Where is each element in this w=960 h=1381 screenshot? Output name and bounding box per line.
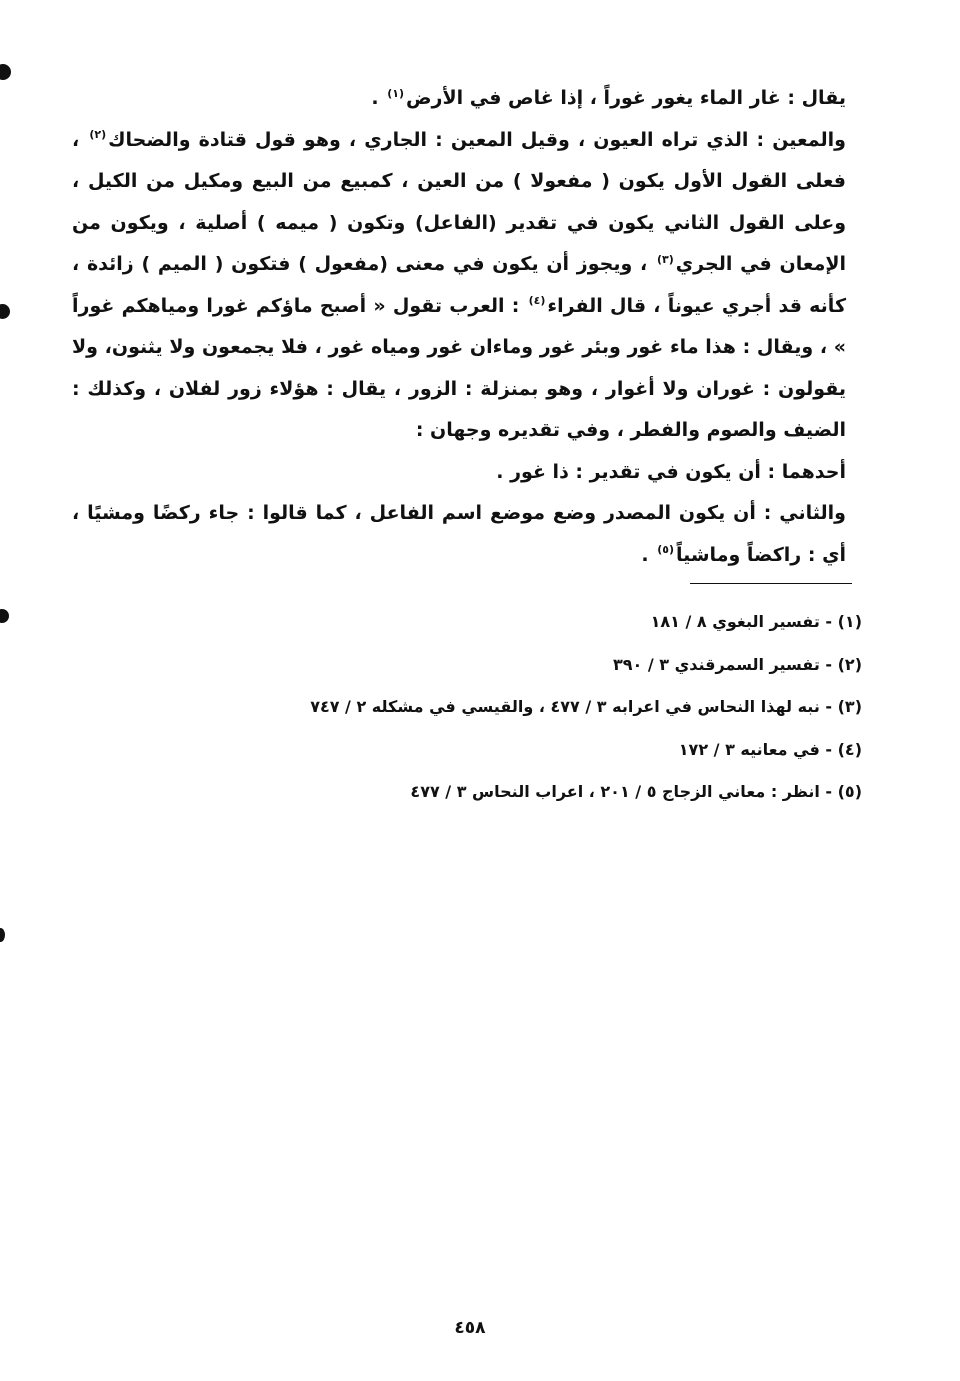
paragraph-1-text: يقال : غار الماء يغور غوراً ، إذا غاص في الأرض <box>406 87 846 109</box>
paragraph-2-text-c: ، ويجوز أن يكون في معنى (مفعول ) فتكون ( الميم ) زائدة ، كأنه قد أجري عيوناً ، قال الفراء <box>72 253 846 317</box>
paragraph-1-end: . <box>371 87 386 109</box>
paragraph-4 <box>72 493 864 576</box>
footnotes <box>310 601 862 814</box>
footnote-2: (٢) - تفسير السمرقندي ٣ / ٣٩٠ <box>612 654 862 674</box>
binding-hole-mark-2 <box>0 304 10 319</box>
paragraph-4-end: . <box>641 543 656 566</box>
footnote-ref-2: (٢) <box>89 128 107 142</box>
binding-hole-mark-1 <box>0 64 11 80</box>
footnote-4: (٤) - في معانيه ٣ / ١٧٢ <box>678 739 862 759</box>
footnote-ref-5: (٥) <box>657 543 674 557</box>
binding-hole-mark-3 <box>0 609 9 623</box>
footnote-ref-3: (٣) <box>656 252 674 266</box>
binding-hole-mark-4 <box>0 928 5 942</box>
paragraph-2-text-b: ، فعلى القول الأول يكون ( مفعولا ) من العين ، كمبيع من البيع ومكيل من الكيل ، وعلى القول الثاني يكون في تقدير (الفاعل) وتكون ( ميمه ) أصلية ، ويكون من الإمعان في الجري <box>72 128 846 275</box>
paragraph-1 <box>72 78 864 120</box>
footnote-separator <box>690 583 852 584</box>
paragraph-2-text-d: : العرب تقول « أصبح ماؤكم غورا ومياهكم غوراً » ، ويقال : هذا ماء غور وبئر غور وماءان غور ومياه غور ، فلا يجمعون ولا يثنون، ولا يقولون : غوران ولا أغوار ، وهو بمنزلة : الزور ، يقال : هؤلاء زور لفلان ، وكذلك : الضيف والصوم والفطر ، وفي تقديره وجهان : <box>72 294 846 441</box>
footnote-ref-4: (٤) <box>528 294 546 308</box>
footnote-1: (١) - تفسير البغوي ٨ / ١٨١ <box>650 612 862 631</box>
paragraph-4-text: والثاني : أن يكون المصدر وضع موضع اسم الفاعل ، كما قالوا : جاء ركضًا ومشيًا ، أي : راكضاً وماشياً <box>72 502 846 566</box>
footnote-5: (٥) - انظر : معاني الزجاج ٥ / ٢٠١ ، اعراب النحاس ٣ / ٤٧٧ <box>410 782 862 801</box>
paragraph-3 <box>72 452 864 494</box>
paragraph-2 <box>72 120 864 452</box>
paragraph-2-text-a: والمعين : الذي تراه العيون ، وقيل المعين : الجاري ، وهو قول قتادة والضحاك <box>108 128 846 151</box>
paragraph-3-text: أحدهما : أن يكون في تقدير : ذا غور . <box>496 460 846 483</box>
footnote-3: (٣) - نبه لهذا النحاس في اعرابه ٣ / ٤٧٧ ، والقيسي في مشكله ٢ / ٧٤٧ <box>310 697 862 716</box>
page-number: ٤٥٨ <box>454 1318 486 1338</box>
main-text <box>72 78 864 576</box>
footnote-ref-1: (١) <box>387 86 404 100</box>
